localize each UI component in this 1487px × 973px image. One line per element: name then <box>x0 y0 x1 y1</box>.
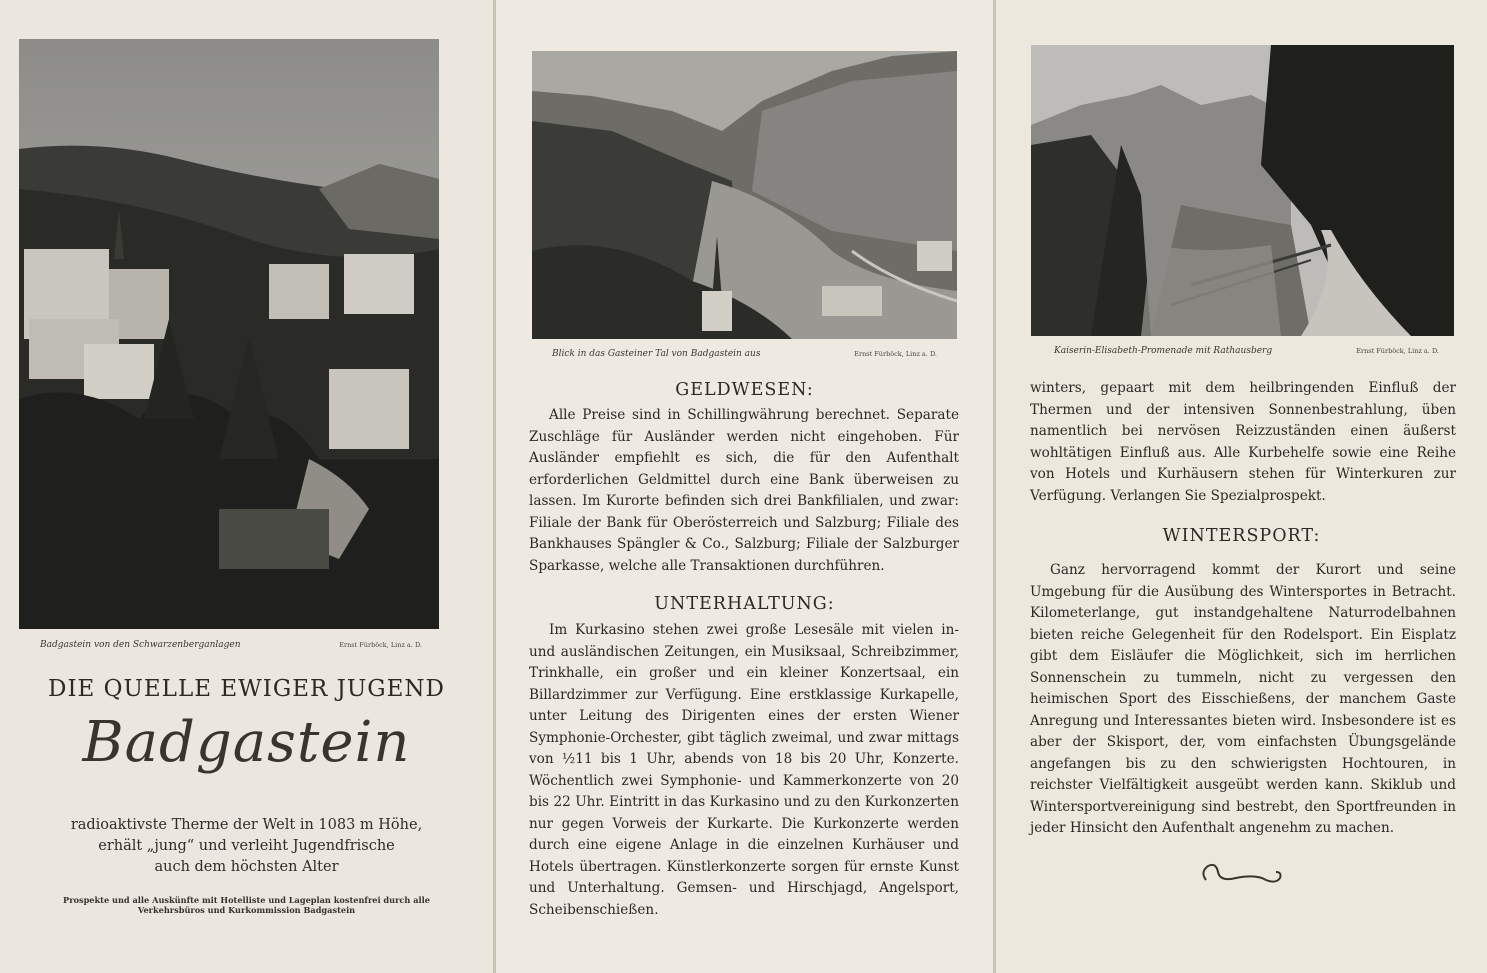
section-text-wintersport: Ganz hervorragend kommt der Kurort und seine Umgebung für die Ausübung des Wintersportes in Betracht. Kilometerlange, gut instandgehaltene Naturrodelbahnen bieten reiche Gelegenheit für den Rodelsport. Ein Eisplatz gibt dem Eisläufer die Möglichkeit, sich im herrlichen Sonnenschein zu tummeln, nicht zu vergessen den heimischen Sport des Eisschießens, der manchem Gaste Anregung und Interessantes bieten wird. Insbesondere ist es aber der Skisport, der, vom einfachsten Übungsgelände angefangen bis zu den schwierigsten Hochtouren, in reichster Vielfältigkeit ausgeübt werden kann. Skiklub und Wintersportvereinigung sind bestrebt, den Sportfreunden in jeder Hinsicht den Aufenthalt angenehm zu machen. <box>1030 562 1456 836</box>
photo-caption-row <box>552 349 937 359</box>
tagline-line: radioaktivste Therme der Welt in 1083 m Höhe, <box>70 817 423 833</box>
tagline <box>0 815 493 878</box>
script-title: Badgastein <box>82 710 411 775</box>
continued-text: winters, gepaart mit dem heilbringenden Einfluß der Thermen und der intensiven Sonnenbestrahlung, üben namentlich bei nervösen Reizzuständen einen äußerst wohltätigen Einfluß aus. Alle Kurbehelfe sowie eine Reihe von Hotels und Kurhäusern stehen für Winterkuren zur Verfügung. Verlangen Sie Spezialprospekt. <box>1030 380 1456 504</box>
section-text-geldwesen: Alle Preise sind in Schillingwährung berechnet. Separate Zuschläge für Ausländer werden nicht eingehoben. Für Ausländer empfiehlt es sich, die für den Aufenthalt erforderlichen Geldmittel durch eine Bank überweisen zu lassen. Im Kurorte befinden sich drei Bankfilialen, und zwar: Filiale der Bank für Oberösterreich und Salzburg; Filiale des Bankhauses Spängler & Co., Salzburg; Filiale der Salzburger Sparkasse, welche alle Transaktionen durchführen. <box>529 407 959 574</box>
photo-caption-row <box>1054 346 1439 356</box>
section-text-unterhaltung: Im Kurkasino stehen zwei große Lesesäle mit vielen in- und ausländischen Zeitungen, ein Musiksaal, Schreibzimmer, Trinkhalle, ein großer und ein kleiner Konzertsaal, ein Billardzimmer zur Verfügung. Eine erstklassige Kurkapelle, unter Leitung des Dirigenten eines der ersten Wiener Symphonie-Orchester, gibt täglich zweimal, und zwar mittags von ½11 bis 1 Uhr, abends von 18 bis 20 Uhr, Konzerte. Wöchentlich zwei Symphonie- und Kammerkonzerte von 20 bis 22 Uhr. Eintritt in das Kurkasino und zu den Kurkonzerten nur gegen Vorweis der Kurkarte. Die Kurkonzerte werden durch eine eigene Anlage in die einzelnen Kurhäuser und Hotels übertragen. Künstlerkonzerte sorgen für ernste Kunst und Unterhaltung. Gemsen- und Hirschjagd, Angelsport, Scheibenschießen. <box>529 622 959 918</box>
brochure-panel-middle <box>496 0 993 973</box>
photo-badgastein-town <box>19 39 439 629</box>
photo-credit: Ernst Fürböck, Linz a. D. <box>339 641 422 649</box>
brochure-panel-right <box>996 0 1487 973</box>
photo-kaiserin-elisabeth-promenade <box>1031 45 1454 336</box>
section-title-geldwesen: GELDWESEN: <box>675 380 814 400</box>
photo-caption: Kaiserin-Elisabeth-Promenade mit Rathausberg <box>1054 346 1273 356</box>
fineprint-line: Verkehrsbüros und Kurkommission Badgastein <box>137 905 356 915</box>
tagline-line: auch dem höchsten Alter <box>154 859 339 875</box>
fineprint-line: Prospekte und alle Auskünfte mit Hotelliste und Lageplan kostenfrei durch alle <box>63 895 430 905</box>
photo-caption: Blick in das Gasteiner Tal von Badgastein aus <box>552 349 761 359</box>
photo-caption: Badgastein von den Schwarzenberganlagen <box>40 640 241 650</box>
tagline-line: erhält „jung“ und verleiht Jugendfrische <box>98 838 395 854</box>
headline: DIE QUELLE EWIGER JUGEND <box>48 676 445 702</box>
photo-caption-row <box>40 640 422 650</box>
ornament-flourish-icon <box>1196 858 1286 892</box>
photo-credit: Ernst Fürböck, Linz a. D. <box>1356 347 1439 355</box>
section-title-unterhaltung: UNTERHALTUNG: <box>654 594 835 614</box>
photo-credit: Ernst Fürböck, Linz a. D. <box>854 350 937 358</box>
section-title-wintersport: WINTERSPORT: <box>1162 526 1321 546</box>
brochure-panel-left <box>0 0 493 973</box>
photo-gasteiner-tal <box>532 51 957 339</box>
contact-fineprint <box>10 895 483 915</box>
